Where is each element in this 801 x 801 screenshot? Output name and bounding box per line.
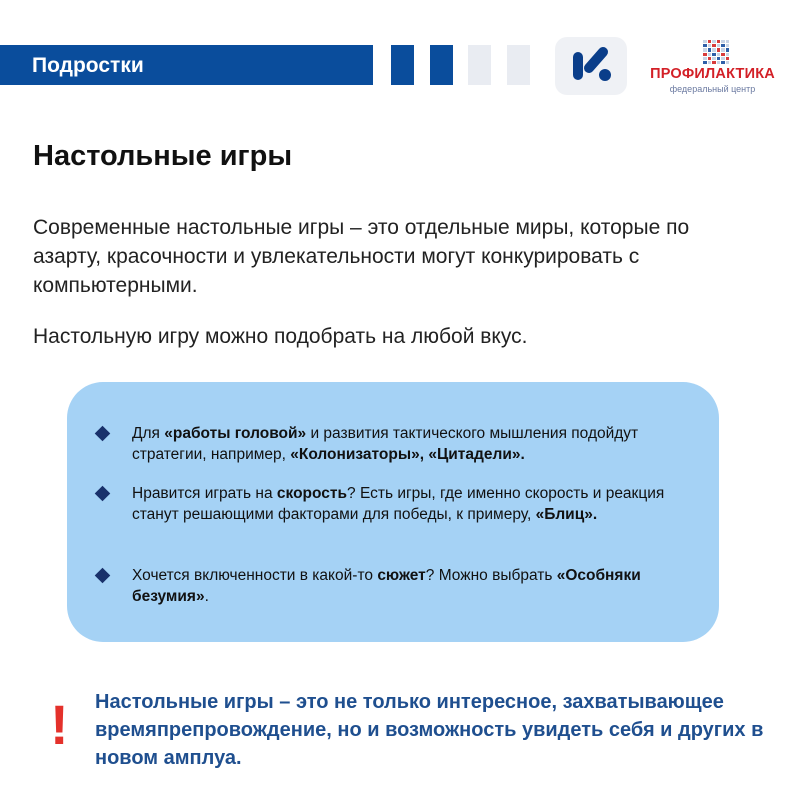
partner-logo-subtitle: федеральный центр: [669, 84, 756, 94]
section-banner: [0, 45, 373, 85]
tip-emphasis: «работы головой»: [164, 425, 307, 442]
decor-stripe: [507, 45, 530, 85]
conclusion-text: Настольные игры – это не только интересное, захватывающее времяпрепровождение, но и возможность увидеть себя и других в новом амплуа.: [95, 691, 764, 769]
tip-emphasis: сюжет: [377, 567, 426, 584]
tips-card: [67, 382, 719, 642]
partner-logo: [645, 40, 780, 96]
intro-paragraph: Современные настольные игры – это отдельные миры, которые по азарту, красочности и увлекательности могут конкурировать с компьютерными.: [33, 216, 690, 297]
tip-emphasis: скорость: [276, 485, 348, 502]
tip-emphasis: «Блиц».: [535, 505, 598, 523]
exclamation-icon: !: [50, 693, 69, 756]
tip-text: [132, 424, 712, 465]
diamond-bullet-icon: [95, 568, 111, 584]
tip-segment: Хочется включенности в какой-то: [132, 567, 378, 584]
tip-text: [132, 566, 712, 607]
tip-text: [132, 484, 712, 525]
decor-stripe: [430, 45, 453, 85]
intro-paragraph-2: Настольную игру можно подобрать на любой вкус.: [33, 325, 528, 348]
tip-emphasis: «Колонизаторы», «Цитадели».: [290, 445, 525, 463]
page-title: Настольные игры: [33, 140, 293, 172]
tip-segment: .: [204, 587, 209, 605]
partner-logo-grid-icon: [703, 40, 729, 64]
diamond-bullet-icon: [95, 486, 111, 502]
tip-emphasis: «Особняки безумия»: [132, 567, 641, 605]
tip-segment: Нравится играть на: [132, 485, 277, 502]
section-label: Подростки: [32, 54, 144, 77]
decor-stripe: [391, 45, 414, 85]
decor-stripe: [468, 45, 491, 85]
tip-segment: ? Есть игры, где именно скорость и реакция станут решающими факторами для победы, к примеру,: [132, 485, 665, 523]
partner-logo-title: ПРОФИЛАКТИКА: [650, 66, 775, 82]
tip-segment: ? Можно выбрать: [425, 567, 557, 584]
tip-segment: Для: [132, 425, 165, 442]
tip-segment: и развития тактического мышления подойдут стратегии, например,: [132, 425, 639, 463]
diamond-bullet-icon: [95, 426, 111, 442]
brand-logo-icon: [555, 37, 627, 95]
